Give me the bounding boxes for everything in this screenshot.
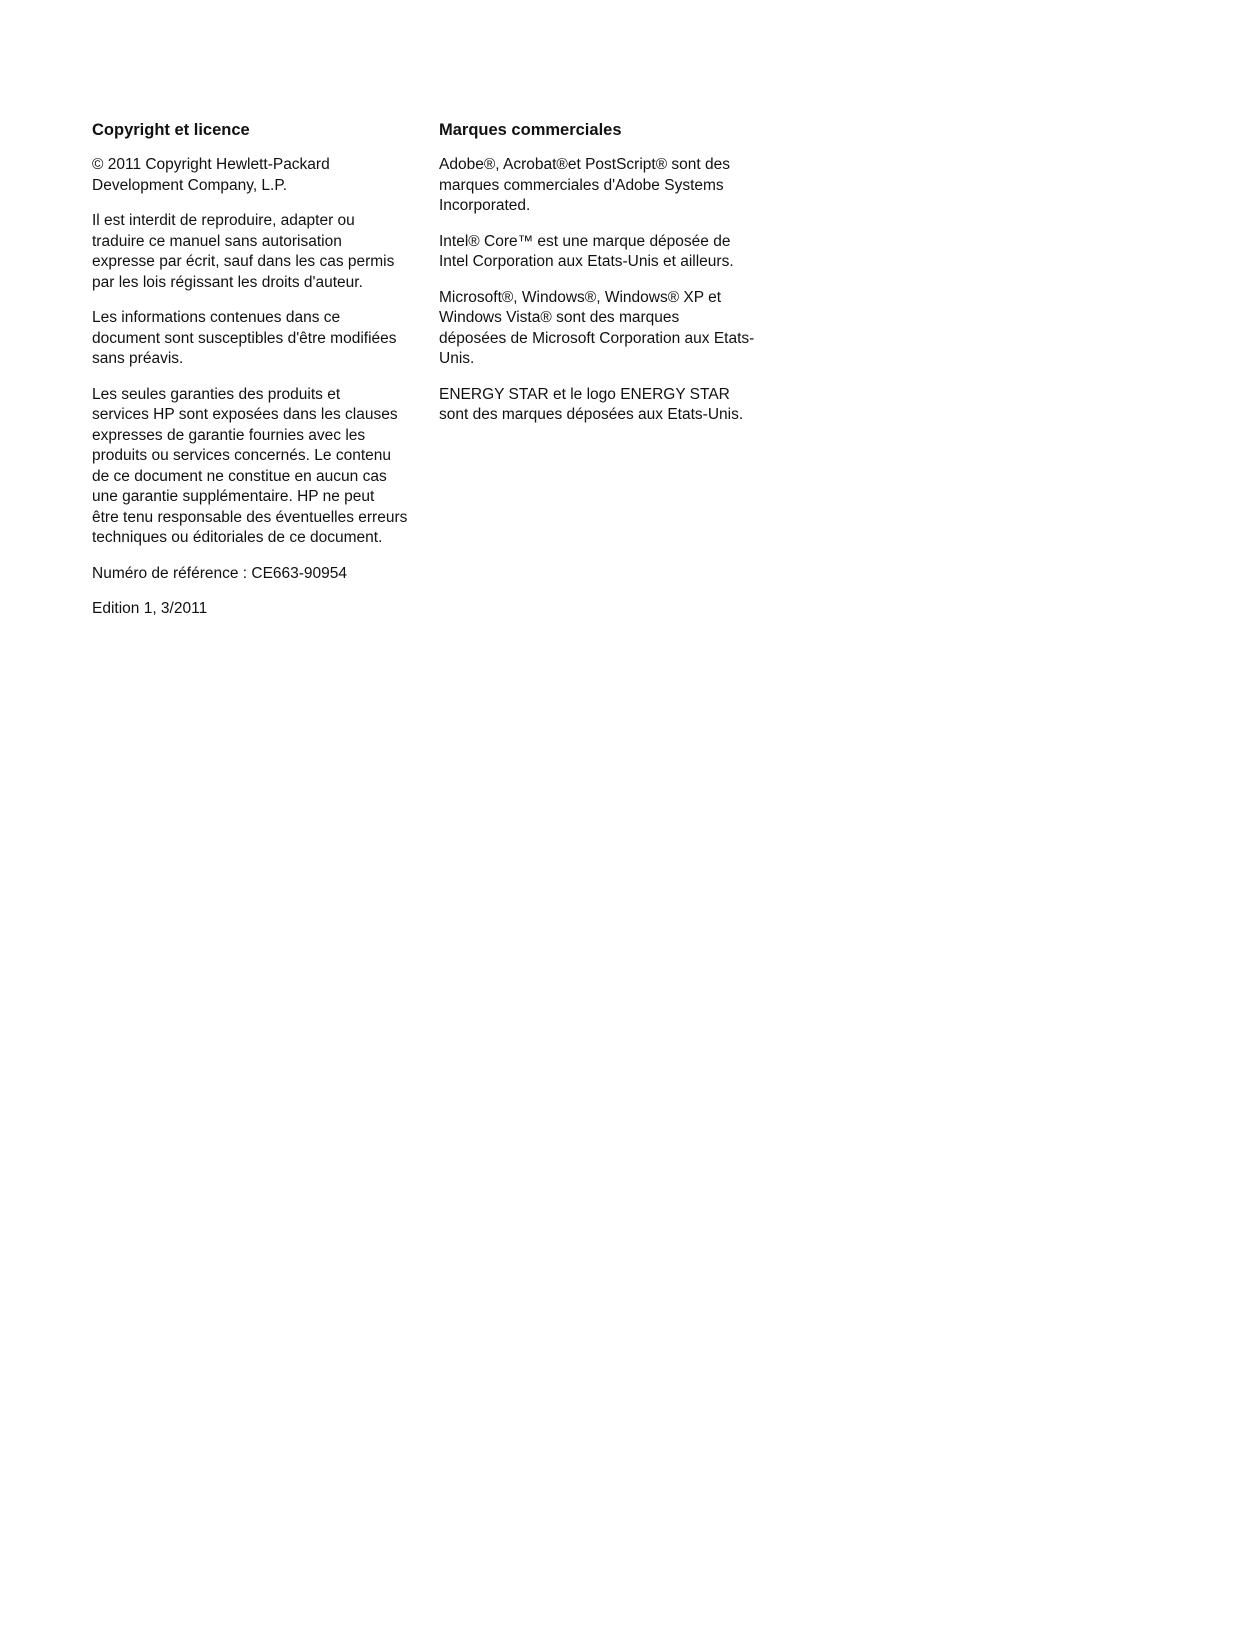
adobe-trademark: Adobe®, Acrobat®et PostScript® sont des marques commerciales d'Adobe Systems Incorporated.: [439, 156, 731, 214]
edition-info: Edition 1, 3/2011: [92, 600, 208, 617]
energy-star-trademark: ENERGY STAR et le logo ENERGY STAR sont des marques déposées aux Etats-Unis.: [439, 385, 744, 423]
warranty-notice: Les seules garanties des produits et services HP sont exposées dans les clauses expresses de garantie fournies avec les produits ou services concernés. Le contenu de ce document ne constitue en aucun cas une garantie supplémentaire. HP ne peut être tenu responsable des éventuelles erreurs techniques ou éditoriales de ce document.: [92, 385, 408, 546]
intel-trademark: Intel® Core™ est une marque déposée de Intel Corporation aux Etats-Unis et ailleurs.: [439, 232, 734, 270]
copyright-notice: © 2011 Copyright Hewlett-Packard Development Company, L.P.: [92, 156, 330, 194]
reproduction-notice: Il est interdit de reproduire, adapter ou traduire ce manuel sans autorisation expresse par écrit, sauf dans les cas permis par les lois régissant les droits d'auteur.: [92, 212, 395, 291]
copyright-column: [92, 118, 412, 635]
copyright-heading: Copyright et licence: [92, 121, 250, 139]
reference-number: Numéro de référence : CE663-90954: [92, 564, 348, 582]
modification-notice: Les informations contenues dans ce document sont susceptibles d'être modifiées sans préavis.: [92, 309, 397, 367]
microsoft-trademark: Microsoft®, Windows®, Windows® XP et Windows Vista® sont des marques déposées de Microsoft Corporation aux Etats- Unis.: [439, 288, 755, 367]
trademarks-heading: Marques commerciales: [439, 121, 622, 139]
trademarks-column: [439, 118, 769, 441]
